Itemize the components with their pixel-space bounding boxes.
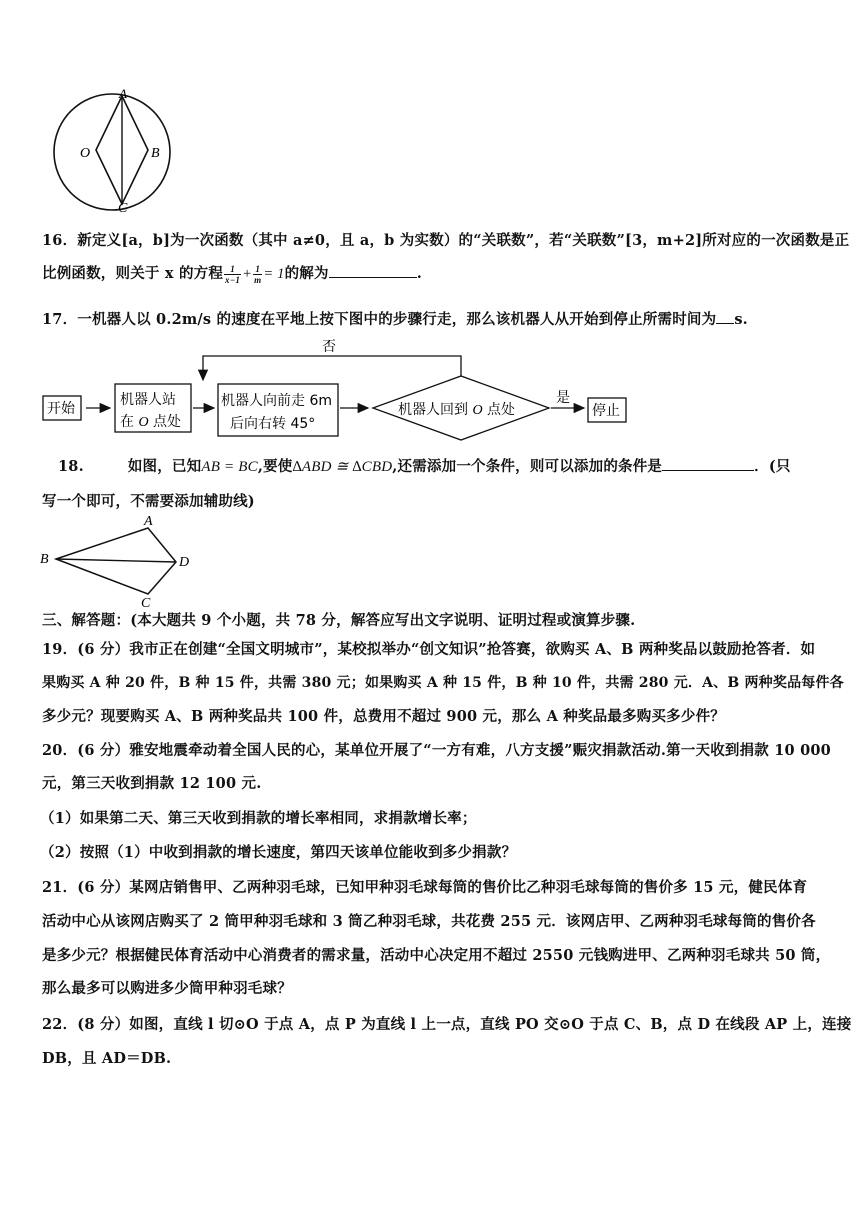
q16-line2-pre: 比例函数，则关于 x 的方程 (42, 265, 224, 282)
q17-unit: s. (734, 311, 748, 328)
diamond-point-o: O (472, 403, 483, 418)
robot-flowchart (38, 334, 648, 446)
diagonal-bd (56, 559, 176, 562)
q18-math-ab-bc: AB = BC (201, 459, 258, 475)
frac2-numerator: 1 (253, 264, 262, 275)
q18-text-d: ．(只 (754, 458, 791, 475)
equation-rhs: = 1 (263, 266, 285, 282)
frac1-numerator: 1 (224, 264, 241, 275)
label-b: B (151, 146, 160, 161)
box1-line2-pre: 在 (120, 414, 139, 430)
q21-line1: 21．(6 分）某网店销售甲、乙两种羽毛球，已知甲种羽毛球每筒的售价比乙种羽毛球每筒的售价多 15 元，健民体育 (42, 879, 808, 896)
diamond-pre: 机器人回到 (398, 402, 473, 418)
no-label: 否 (322, 339, 336, 355)
q18-math-congruence: ∆ABD ≅ ∆CBD (292, 459, 393, 475)
frac1-denominator: x−1 (225, 274, 241, 285)
label-b: B (40, 552, 49, 567)
label-c: C (118, 201, 128, 214)
box1-point-o: O (138, 415, 149, 430)
diamond-label (398, 401, 515, 418)
box1-line2 (120, 413, 181, 430)
q20-line1: 20．(6 分）雅安地震牵动着全国人民的心，某单位开展了“一方有难，八方支援”赈灾捐款活动.第一天收到捐款 10 000 (42, 742, 831, 759)
stop-label: 停止 (592, 403, 620, 419)
label-c: C (141, 596, 151, 608)
label-a: A (119, 86, 127, 101)
q19-line3: 多少元？现要购买 A、B 两种奖品共 100 件，总费用不超过 900 元，那么 A 种奖品最多购买多少件？ (42, 708, 725, 725)
box1-line2-post: 点处 (148, 414, 182, 430)
diamond-post: 点处 (482, 402, 516, 418)
q17-line1 (42, 308, 748, 329)
q17-text: 17．一机器人以 0.2m/s 的速度在平地上按下图中的步骤行走，那么该机器人从开始到停止所需时间为 (42, 311, 717, 328)
answer-blank-17[interactable] (716, 323, 734, 324)
plus-sign: + (242, 266, 253, 282)
q18-text-c: ,还需添加一个条件，则可以添加的条件是 (392, 458, 663, 475)
box1-line1: 机器人站 (120, 392, 176, 408)
q18-line1 (58, 455, 791, 476)
fraction-1-over-m (253, 264, 262, 285)
answer-blank-18[interactable] (662, 470, 754, 471)
box2-line2: 后向右转 45° (230, 416, 316, 432)
kite-figure (36, 512, 206, 608)
q21-line3: 是多少元？根据健民体育活动中心消费者的需求量，活动中心决定用不超过 2550 元钱购进甲、乙两种羽毛球共 50 筒， (42, 947, 831, 964)
answer-blank-16[interactable] (329, 277, 417, 278)
q22-line1: 22．(8 分）如图，直线 l 切⊙O 于点 A，点 P 为直线 l 上一点，直线 PO 交⊙O 于点 C、B，点 D 在线段 AP 上，连接 (42, 1016, 852, 1033)
q16-end: . (416, 265, 422, 282)
q21-line4: 那么最多可以购进多少筒甲种羽毛球？ (42, 980, 292, 997)
q20-line4: （2）按照（1）中收到捐款的增长速度，第四天该单位能收到多少捐款？ (40, 844, 517, 861)
box2-line1: 机器人向前走 6m (221, 393, 332, 409)
label-d: D (179, 555, 190, 570)
q20-line3: （1）如果第二天、第三天收到捐款的增长率相同，求捐款增长率； (40, 810, 477, 827)
q18-number: 18. (58, 458, 84, 475)
q20-line2: 元，第三天收到捐款 12 100 元. (42, 775, 262, 792)
label-o: O (80, 146, 91, 161)
label-a: A (144, 514, 153, 529)
q19-line2: 果购买 A 种 20 件，B 种 15 件，共需 380 元；如果购买 A 种 15 件，B 种 10 件，共需 280 元．A、B 两种奖品每件各 (42, 675, 844, 691)
no-loop-line (203, 356, 461, 380)
frac2-denominator: m (254, 274, 262, 285)
section-3-heading: 三、解答题：(本大题共 9 个小题，共 78 分，解答应写出文字说明、证明过程或演算步骤. (42, 612, 636, 629)
circle-rhombus-figure (30, 82, 180, 214)
yes-label: 是 (556, 390, 570, 406)
q22-line2: DB，且 AD＝DB. (42, 1050, 172, 1067)
q21-line2: 活动中心从该网店购买了 2 筒甲种羽毛球和 3 筒乙种羽毛球，共花费 255 元．该网店甲、乙两种羽毛球每筒的售价各 (42, 913, 816, 930)
q18-text-a: 如图，已知 (127, 458, 202, 475)
q19-line1: 19．(6 分）我市正在创建“全国文明城市”，某校拟举办“创文知识”抢答赛，欲购买 A、B 两种奖品以鼓励抢答者．如 (42, 641, 816, 658)
q16-line2-post: 的解为 (284, 265, 329, 282)
start-label: 开始 (47, 401, 75, 417)
q16-line1: 16．新定义[a，b]为一次函数（其中 a≠0，且 a，b 为实数）的“关联数”，若“关联数”[3，m+2]所对应的一次函数是正 (42, 232, 850, 249)
fraction-1-over-x-minus-1 (224, 264, 241, 285)
q16-line2 (42, 262, 422, 285)
q18-text-b: ,要使 (257, 458, 293, 475)
q18-line2: 写一个即可，不需要添加辅助线) (42, 493, 255, 510)
